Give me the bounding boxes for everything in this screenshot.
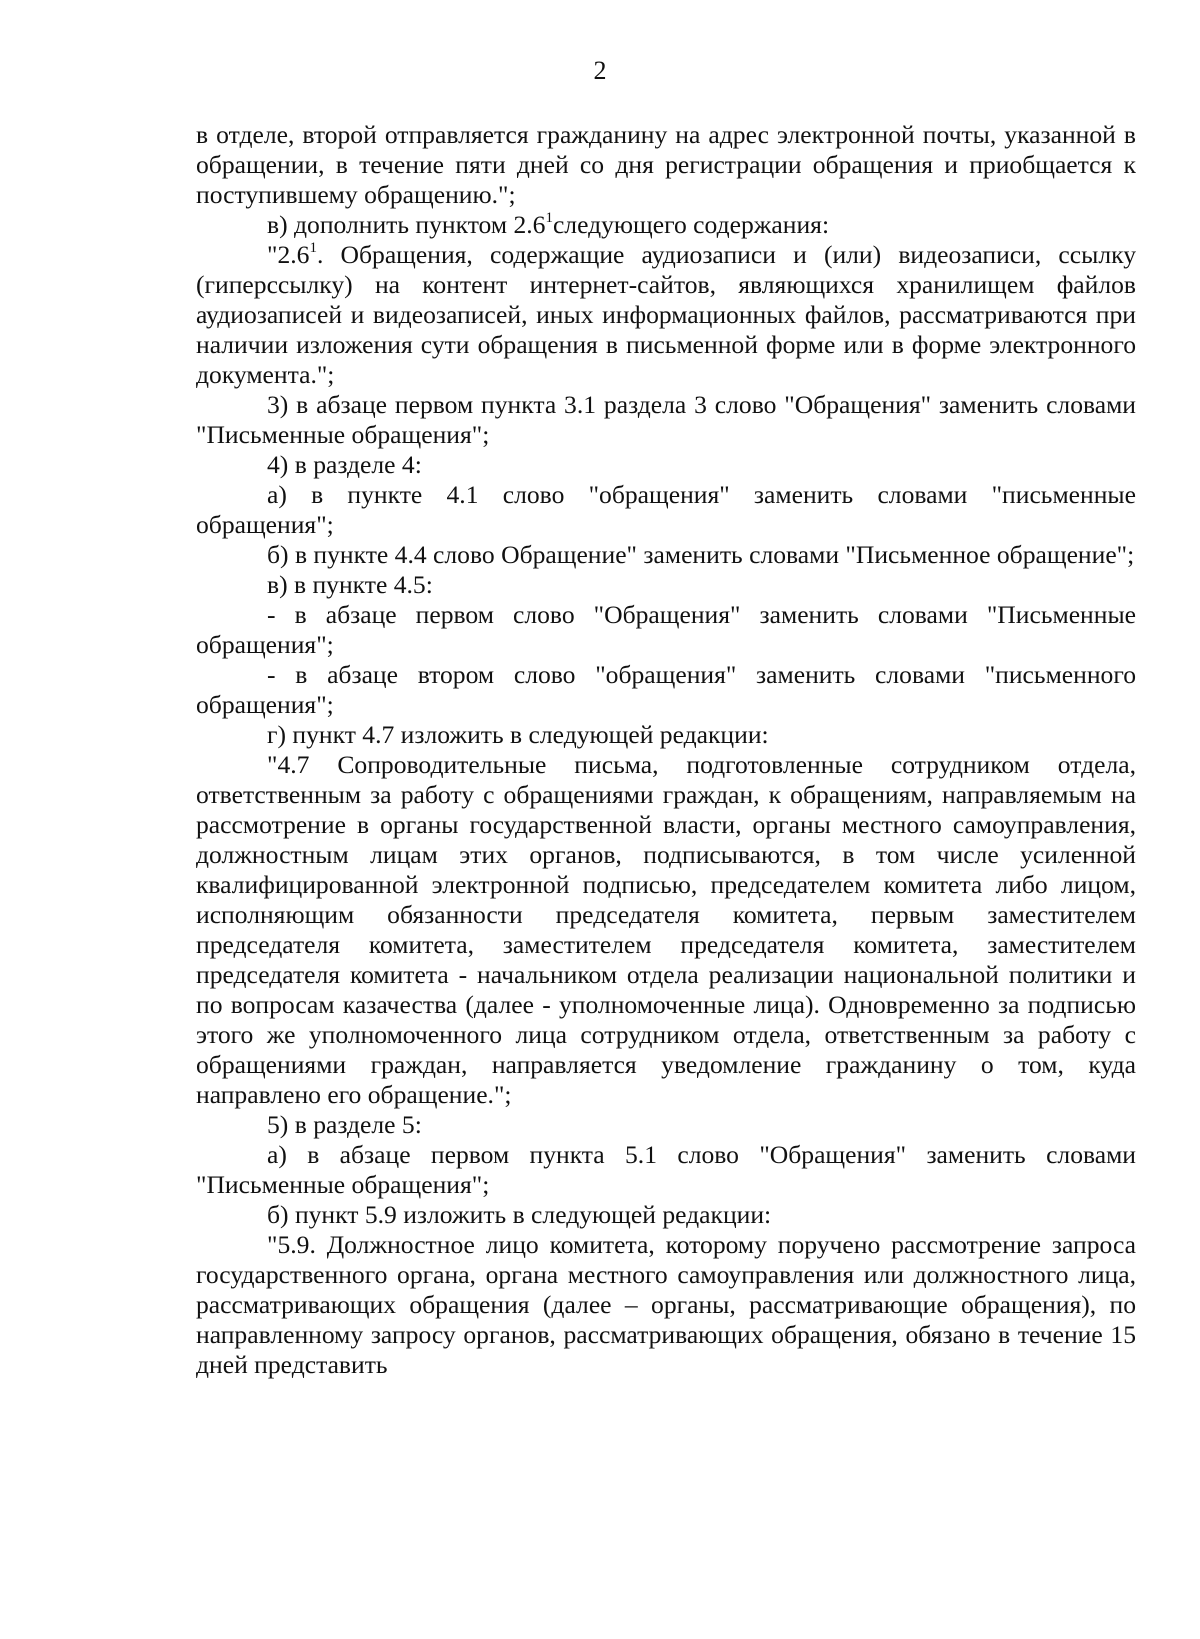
paragraph-item-4-a: а) в пункте 4.1 слово "обращения" заменить словами "письменные обращения"; (196, 480, 1136, 539)
paragraph-clause-5-9: "5.9. Должностное лицо комитета, которому поручено рассмотрение запроса государственного органа, органа местного самоуправления или должностного лица, рассматривающих обращения (далее – органы, рассматривающие обращения), по направленному запросу органов, рассматривающих обращения, обязано в течение 15 дней представить (196, 1230, 1136, 1379)
paragraph-item-4: 4) в разделе 4: (267, 450, 422, 479)
superscript: 1 (309, 240, 317, 256)
paragraph-item-4-v-2: - в абзаце втором слово "обращения" заменить словами "письменного обращения"; (196, 660, 1136, 719)
superscript: 1 (545, 210, 553, 226)
paragraph-clause-2-6-1 (196, 240, 1136, 390)
paragraph-item-4-v-1: - в абзаце первом слово "Обращения" заменить словами "Письменные обращения"; (196, 600, 1136, 659)
document-body (196, 120, 1136, 1380)
paragraph-text: в) дополнить пунктом 2.6 (267, 210, 546, 239)
paragraph-item-4-b: б) в пункте 4.4 слово Обращение" заменить словами "Письменное обращение"; (267, 540, 1135, 569)
paragraph-text: . Обращения, содержащие аудиозаписи и (или) видеозаписи, ссылку (гиперссылку) на контент интернет-сайтов, являющихся хранилищем файлов аудиозаписей и видеозаписей, иных информационных файлов, рассматриваются при наличии изложения сути обращения в письменной форме или в форме электронного документа."; (196, 240, 1136, 389)
paragraph-item-5: 5) в разделе 5: (267, 1110, 422, 1139)
paragraph-item-4-g: г) пункт 4.7 изложить в следующей редакции: (267, 720, 769, 749)
paragraph-clause-4-7: "4.7 Сопроводительные письма, подготовленные сотрудником отдела, ответственным за работу с обращениями граждан, к обращениям, направляемым на рассмотрение в органы государственной власти, органы местного самоуправления, должностным лицам этих органов, подписываются, в том числе усиленной квалифицированной электронной подписью, председателем комитета либо лицом, исполняющим обязанности председателя комитета, первым заместителем председателя комитета, заместителем председателя комитета, заместителем председателя комитета - начальником отдела реализации национальной политики и по вопросам казачества (далее - уполномоченные лица). Одновременно за подписью этого же уполномоченного лица сотрудником отдела, ответственным за работу с обращениями граждан, направляется уведомление гражданину о том, куда направлено его обращение."; (196, 750, 1136, 1109)
paragraph-continuation: в отделе, второй отправляется гражданину на адрес электронной почты, указанной в обращении, в течение пяти дней со дня регистрации обращения и приобщается к поступившему обращению."; (196, 120, 1136, 209)
paragraph-amendment-v (196, 210, 1136, 240)
paragraph-text: следующего содержания: (552, 210, 830, 239)
paragraph-item-4-v: в) в пункте 4.5: (267, 570, 433, 599)
paragraph-item-5-b: б) пункт 5.9 изложить в следующей редакции: (267, 1200, 772, 1229)
paragraph-item-5-a: а) в абзаце первом пункта 5.1 слово "Обращения" заменить словами "Письменные обращения"; (196, 1140, 1136, 1199)
paragraph-item-3: 3) в абзаце первом пункта 3.1 раздела 3 слово "Обращения" заменить словами "Письменные обращения"; (196, 390, 1136, 449)
paragraph-text: "2.6 (267, 240, 310, 269)
page-number: 2 (593, 56, 607, 85)
